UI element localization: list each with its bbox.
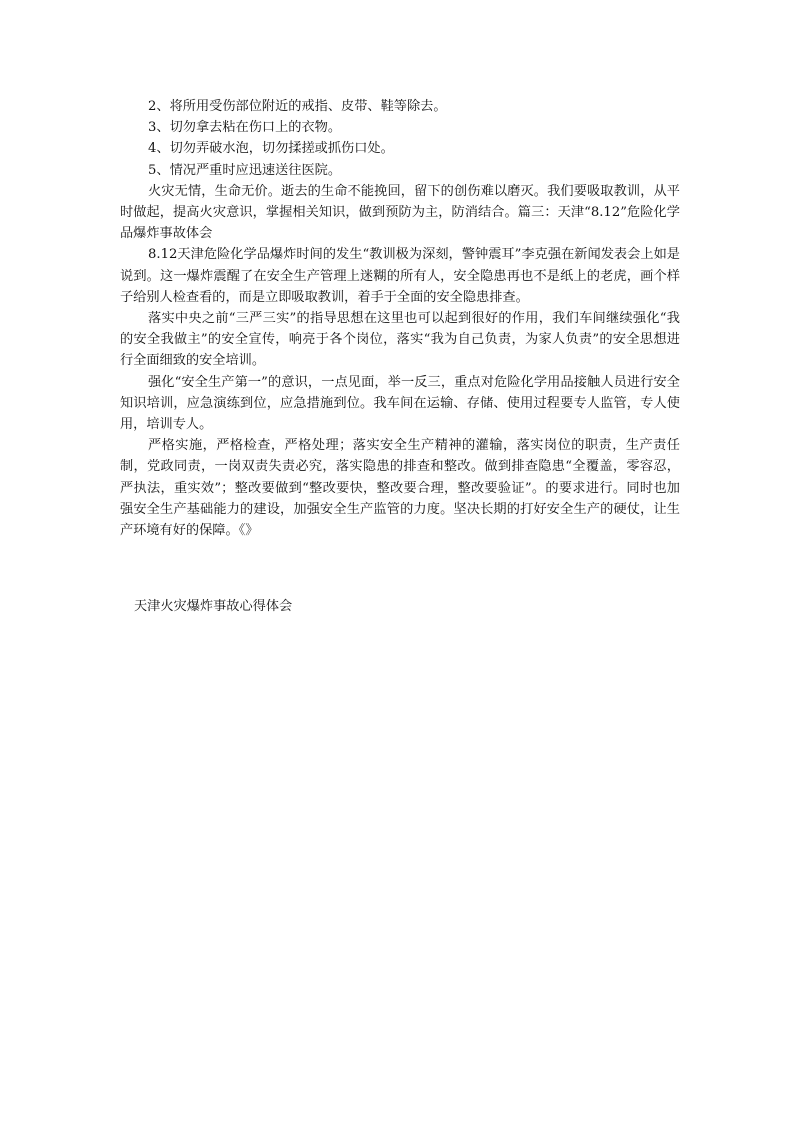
paragraph-item-4: 4、切勿弄破水泡，切勿揉搓或抓伤口处。	[148, 141, 394, 157]
paragraph-item-5: 5、情况严重时应迅速送往医院。	[148, 162, 342, 178]
paragraph-item-2: 2、将所用受伤部位附近的戒指、皮带、鞋等除去。	[148, 99, 447, 114]
paragraph-three-strict: 落实中央之前“三严三实”的指导思想在这里也可以起到很好的作用，我们车间继续强化“我的安全我做主”的安全宣传，响亮于各个岗位，落实“我为自己负责，为家人负责”的安全思想进行全面细致的安全培训。	[120, 311, 680, 369]
paragraph-812-intro: 8.12天津危险化学品爆炸时间的发生“教训极为深刻，警钟震耳”李克强在新闻发表会上如是说到。这一爆炸震醒了在安全生产管理上迷糊的所有人，安全隐患再也不是纸上的老虎，画个样子给别人检查看的，而是立即吸取教训，着手于全面的安全隐患排查。	[120, 247, 680, 305]
footer-title: 天津火灾爆炸事故心得体会	[134, 599, 293, 614]
paragraph-conclusion: 火灾无情，生命无价。逝去的生命不能挽回，留下的创伤难以磨灭。我们要吸取教训，从平时做起，提高火灾意识，掌握相关知识，做到预防为主，防消结合。篇三：天津“8.12”危险化学品爆炸事故体会	[120, 183, 680, 242]
paragraph-safety-first: 强化“安全生产第一”的意识，一点见面，举一反三，重点对危险化学用品接触人员进行安全知识培训，应急演练到位，应急措施到位。我车间在运输、存储、使用过程要专人监管，专人使用，培训专人。	[120, 374, 680, 433]
document-body	[120, 96, 680, 541]
paragraph-strict-enforcement: 严格实施，严格检查，严格处理；落实安全生产精神的灌输，落实岗位的职责，生产责任制，党政同责，一岗双责失责必究，落实隐患的排查和整改。做到排查隐患“全覆盖，零容忍，严执法，重实效”；整改要做到“整改要快，整改要合理，整改要验证”。的要求进行。同时也加强安全生产基础能力的建设，加强安全生产监管的力度。坚决长期的打好安全生产的硬仗，让生产环境有好的保障。《》	[120, 438, 680, 539]
paragraph-item-3: 3、切勿拿去粘在伤口上的衣物。	[148, 120, 342, 136]
